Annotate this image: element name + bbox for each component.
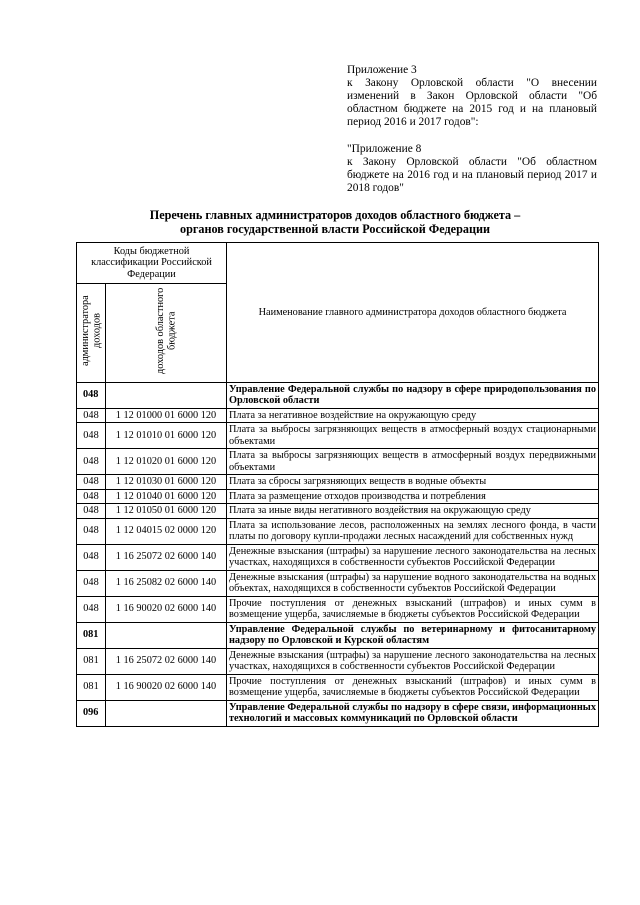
income-code-cell [106, 382, 227, 408]
table-row [77, 570, 599, 596]
admin-code-cell: 048 [77, 570, 106, 596]
description-cell: Управление Федеральной службы по ветеринарному и фитосанитарному надзору по Орловской и Курской областям [227, 622, 599, 648]
document-title [70, 208, 600, 236]
document-title-line-2: органов государственной власти Российской Федерации [179, 222, 491, 236]
admin-code-cell: 048 [77, 423, 106, 449]
admin-code-cell: 096 [77, 700, 106, 726]
income-code-cell: 1 16 90020 02 6000 140 [106, 674, 227, 700]
table-row [77, 489, 599, 504]
description-cell: Плата за выбросы загрязняющих веществ в атмосферный воздух передвижными объектами [227, 449, 599, 475]
income-code-cell: 1 12 01050 01 6000 120 [106, 504, 227, 519]
table-row [77, 423, 599, 449]
admin-code-cell: 048 [77, 596, 106, 622]
header-income-code: доходов областного бюджета [106, 284, 227, 383]
income-code-cell: 1 16 25082 02 6000 140 [106, 570, 227, 596]
appendix-3-text: к Закону Орловской области "О внесении изменений в Закон Орловской области "Об областном бюджете на 2015 год и на плановый период 2016 и 2017 годов": [347, 77, 597, 128]
admin-code-cell: 048 [77, 544, 106, 570]
admin-code-cell: 048 [77, 382, 106, 408]
income-code-cell: 1 12 01000 01 6000 120 [106, 408, 227, 423]
income-code-cell: 1 16 90020 02 6000 140 [106, 596, 227, 622]
appendix-3-note [347, 64, 597, 129]
appendix-8-text: к Закону Орловской области "Об областном бюджете на 2016 год и на плановый период 2017 и 2018 годов" [347, 156, 597, 194]
income-code-cell: 1 16 25072 02 6000 140 [106, 544, 227, 570]
admin-code-cell: 048 [77, 475, 106, 490]
admin-code-cell: 081 [77, 648, 106, 674]
administrators-table [76, 242, 599, 727]
income-code-cell: 1 12 01030 01 6000 120 [106, 475, 227, 490]
description-cell: Плата за выбросы загрязняющих веществ в атмосферный воздух стационарными объектами [227, 423, 599, 449]
appendix-8-note [347, 143, 597, 195]
admin-code-cell: 048 [77, 504, 106, 519]
admin-code-cell: 081 [77, 622, 106, 648]
appendix-3-heading: Приложение 3 [347, 64, 417, 76]
description-cell: Плата за размещение отходов производства и потребления [227, 489, 599, 504]
table-group-row [77, 700, 599, 726]
admin-code-cell: 048 [77, 489, 106, 504]
description-cell: Денежные взыскания (штрафы) за нарушение лесного законодательства на лесных участках, находящихся в собственности субъектов Российской Федерации [227, 648, 599, 674]
admin-code-cell: 048 [77, 408, 106, 423]
description-cell: Прочие поступления от денежных взысканий (штрафов) и иных сумм в возмещение ущерба, зачисляемые в бюджеты субъектов Российской Федерации [227, 674, 599, 700]
table-row [77, 648, 599, 674]
description-cell: Денежные взыскания (штрафы) за нарушение водного законодательства на водных объектах, находящихся в собственности субъектов Российской Федерации [227, 570, 599, 596]
description-cell: Денежные взыскания (штрафы) за нарушение лесного законодательства на лесных участках, находящихся в собственности субъектов Российской Федерации [227, 544, 599, 570]
description-cell: Плата за использование лесов, расположенных на землях лесного фонда, в части платы по договору купли-продажи лесных насаждений для собственных нужд [227, 518, 599, 544]
table-row [77, 408, 599, 423]
admin-code-cell: 081 [77, 674, 106, 700]
description-cell: Управление Федеральной службы по надзору в сфере связи, информационных технологий и массовых коммуникаций по Орловской области [227, 700, 599, 726]
income-code-cell [106, 700, 227, 726]
table-body [77, 382, 599, 726]
header-administrator-name: Наименование главного администратора доходов областного бюджета [227, 243, 599, 383]
header-budget-codes: Коды бюджетной классификации Российской Федерации [77, 243, 227, 284]
description-cell: Плата за негативное воздействие на окружающую среду [227, 408, 599, 423]
income-code-cell: 1 12 01040 01 6000 120 [106, 489, 227, 504]
table-row [77, 449, 599, 475]
description-cell: Плата за иные виды негативного воздействия на окружающую среду [227, 504, 599, 519]
income-code-cell: 1 16 25072 02 6000 140 [106, 648, 227, 674]
table-row [77, 544, 599, 570]
description-cell: Управление Федеральной службы по надзору в сфере природопользования по Орловской области [227, 382, 599, 408]
table-row [77, 504, 599, 519]
admin-code-cell: 048 [77, 449, 106, 475]
description-cell: Плата за сбросы загрязняющих веществ в водные объекты [227, 475, 599, 490]
table-row [77, 518, 599, 544]
header-administrator-code: администратора доходов [77, 284, 106, 383]
document-title-line-1: Перечень главных администраторов доходов областного бюджета – [149, 208, 521, 222]
table-group-row [77, 382, 599, 408]
description-cell: Прочие поступления от денежных взысканий (штрафов) и иных сумм в возмещение ущерба, зачисляемые в бюджеты субъектов Российской Федерации [227, 596, 599, 622]
table-group-row [77, 622, 599, 648]
table-row [77, 596, 599, 622]
table-row [77, 475, 599, 490]
income-code-cell: 1 12 01020 01 6000 120 [106, 449, 227, 475]
table-row [77, 674, 599, 700]
appendix-8-heading: "Приложение 8 [347, 143, 422, 155]
income-code-cell: 1 12 04015 02 0000 120 [106, 518, 227, 544]
admin-code-cell: 048 [77, 518, 106, 544]
income-code-cell: 1 12 01010 01 6000 120 [106, 423, 227, 449]
income-code-cell [106, 622, 227, 648]
